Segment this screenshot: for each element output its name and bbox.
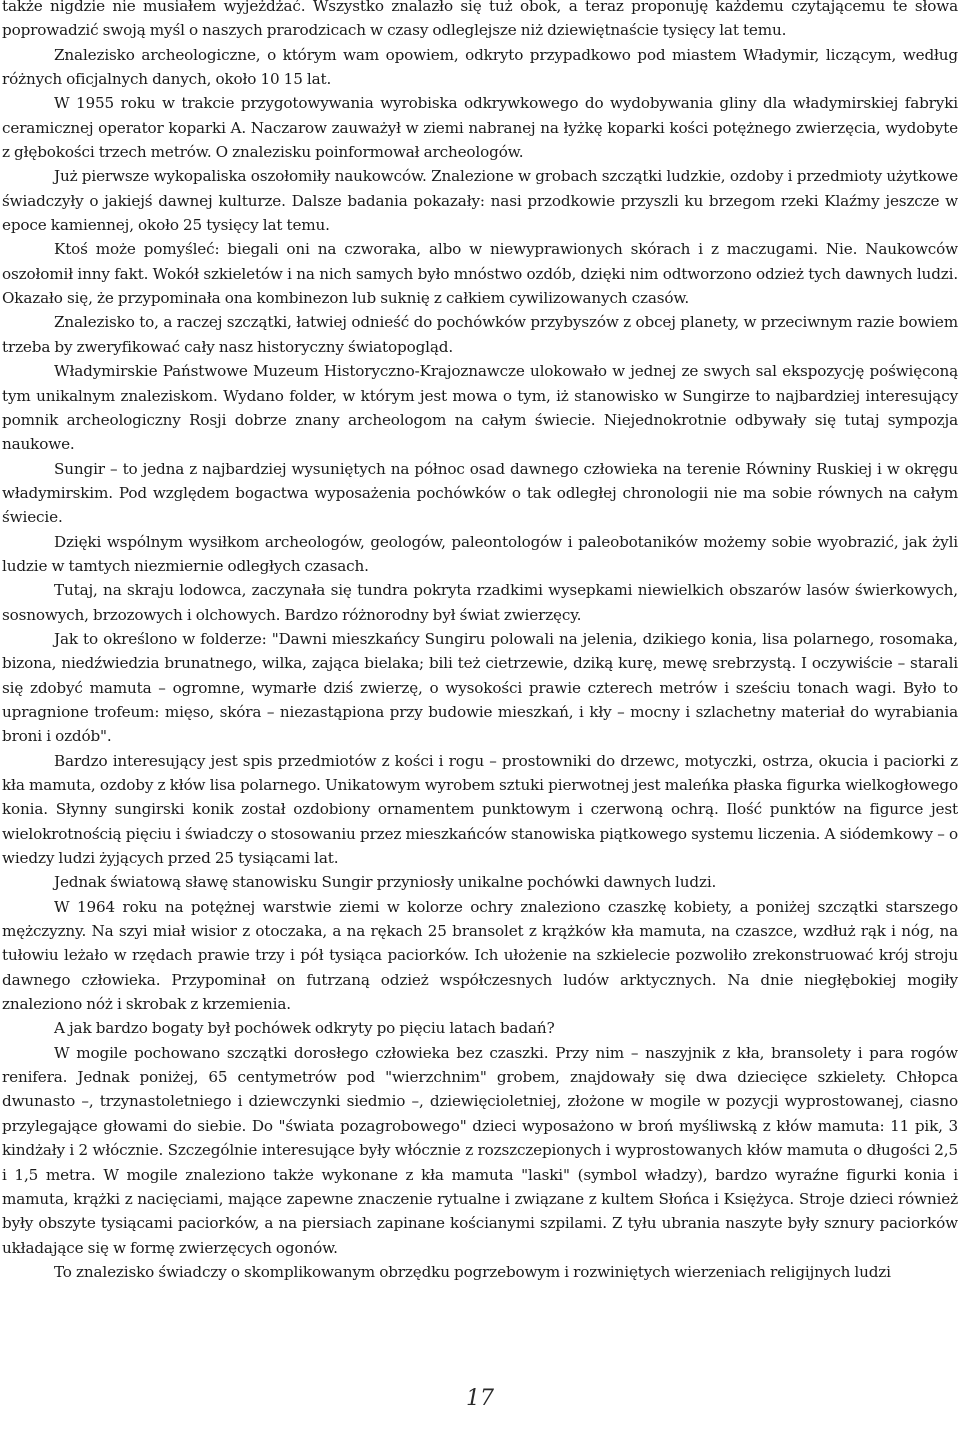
- paragraph: Bardzo interesujący jest spis przedmiotów z kości i rogu – prostowniki do drzewc, motyczki, ostrza, okucia i paciorki z kła mamuta, ozdoby z kłów lisa polarnego. Unikatowym wyrobem sztuki pierwotnej jest maleńka płaska figurka wielkogłowego konia. Słynny sungirski konik został ozdobiony ornamentem punktowym i czerwoną ochrą. Ilość punktów na figurce jest wielokrotnością pięciu i świadczy o stosowaniu przez mieszkańców stanowiska piątkowego systemu liczenia. A siódemkowy – o wiedzy ludzi żyjących przed 25 tysiącami lat.: [2, 751, 958, 868]
- paragraph: Tutaj, na skraju lodowca, zaczynała się tundra pokryta rzadkimi wysepkami niewielkich obszarów lasów świerkowych, sosnowych, brzozowych i olchowych. Bardzo różnorodny był świat zwierzęcy.: [2, 581, 958, 624]
- paragraph: A jak bardzo bogaty był pochówek odkryty po pięciu latach badań?: [54, 1019, 555, 1038]
- paragraph: To znalezisko świadczy o skomplikowanym obrzędku pogrzebowym i rozwiniętych wierzeniach religijnych ludzi: [54, 1262, 891, 1281]
- paragraph-continuation: także nigdzie nie musiałem wyjeżdżać. Wszystko znalazło się tuż obok, a teraz proponuję każdemu czytającemu te słowa poprowadzić swoją myśl o naszych prarodzicach w czasy odleglejsze niż dziewiętnaście tysięcy lat temu.: [2, 0, 958, 40]
- article-body: [2, 0, 958, 1284]
- paragraph: Sungir – to jedna z najbardziej wysuniętych na północ osad dawnego człowieka na terenie Równiny Ruskiej i w okręgu władymirskim. Pod względem bogactwa wyposażenia pochówków o tak odległej chronologii nie ma sobie równych na całym świecie.: [2, 459, 958, 527]
- paragraph: Dzięki wspólnym wysiłkom archeologów, geologów, paleontologów i paleobotaników możemy sobie wyobrazić, jak żyli ludzie w tamtych niezmiernie odległych czasach.: [2, 532, 958, 575]
- paragraph: Jak to określono w folderze: "Dawni mieszkańcy Sungiru polowali na jelenia, dzikiego konia, lisa polarnego, rosomaka, bizona, niedźwiedzia brunatnego, wilka, zająca bielaka; bili też cietrzewie, dziką kurę, mewę srebrzystą. I oczywiście – starali się zdobyć mamuta – ogromne, wymarłe dziś zwierzę, o wysokości prawie czterech metrów i sześciu tonach wagi. Było to upragnione trofeum: mięso, skóra – niezastąpiona przy budowie mieszkań, i kły – mocny i szlachetny materiał do wyrabiania broni i ozdób".: [2, 629, 958, 746]
- paragraph: W 1964 roku na potężnej warstwie ziemi w kolorze ochry znaleziono czaszkę kobiety, a poniżej szczątki starszego mężczyzny. Na szyi miał wisior z otoczaka, a na rękach 25 bransolet z krążków kła mamuta, na czaszce, wzdłuż rąk i nóg, na tułowiu leżało w rzędach prawie trzy i pół tysiąca paciorków. Ich ułożenie na szkielecie pozwoliło zrekonstruować krój stroju dawnego człowieka. Przypominał on futrzaną odzież współczesnych ludów arktycznych. Na dnie niegłębokiej mogiły znaleziono nóż i skrobak z krzemienia.: [2, 897, 958, 1014]
- page-number: 17: [466, 1386, 494, 1411]
- paragraph: Jednak światową sławę stanowisku Sungir przyniosły unikalne pochówki dawnych ludzi.: [54, 873, 717, 892]
- paragraph: Znalezisko archeologiczne, o którym wam opowiem, odkryto przypadkowo pod miastem Władymir, liczącym, według różnych oficjalnych danych, około 10 15 lat.: [2, 45, 958, 89]
- paragraph: W mogile pochowano szczątki dorosłego człowieka bez czaszki. Przy nim – naszyjnik z kła, bransolety i para rogów renifera. Jednak poniżej, 65 centymetrów pod "wierzchnim" grobem, znajdowały się dwa dziecięce szkielety. Chłopca dwunasto –, trzynastoletniego i dziewczynki siedmio –, dziewięcioletniej, złożone w mogile w pozycji wyprostowanej, ciasno przylegające głowami do siebie. Do "świata pozagrobowego" dzieci wyposażono w broń myśliwską z kłów mamuta: 11 pik, 3 kindżały i 2 włócznie. Szczególnie interesujące były włócznie z rozszczepionych i wyprostowanych kłów mamuta o długości 2,5 i 1,5 metra. W mogile znaleziono także wykonane z kła mamuta "laski" (symbol władzy), bardzo wyraźne figurki konia i mamuta, krążki z nacięciami, mające zapewne znaczenie rytualne i związane z kultem Słońca i Księżyca. Stroje dzieci również były obszyte tysiącami paciorków, a na piersiach zapinane kościanymi szpilami. Z tyłu ubrania naszyte były sznury paciorków układające się w formę zwierzęcych ogonów.: [2, 1043, 958, 1257]
- paragraph: Władymirskie Państwowe Muzeum Historyczno-Krajoznawcze ulokowało w jednej ze swych sal ekspozycję poświęconą tym unikalnym znaleziskom. Wydano folder, w którym jest mowa o tym, iż stanowisko w Sungirze to najbardziej interesujący pomnik archeologiczny Rosji dobrze znany archeologom na całym świecie. Niejednokrotnie odbywały się tutaj sympozja naukowe.: [2, 362, 958, 454]
- paragraph: Ktoś może pomyśleć: biegali oni na czworaka, albo w niewyprawionych skórach i z maczugami. Nie. Naukowców oszołomił inny fakt. Wokół szkieletów i na nich samych było mnóstwo ozdób, dzięki nim odtworzono odzież tych dawnych ludzi. Okazało się, że przypominała ona kombinezon lub suknię z całkiem cywilizowanych czasów.: [2, 240, 958, 308]
- paragraph: Już pierwsze wykopaliska oszołomiły naukowców. Znalezione w grobach szczątki ludzkie, ozdoby i przedmioty użytkowe świadczyły o jakiejś dawnej kulturze. Dalsze badania pokazały: nasi przodkowie przyszli ku brzegom rzeki Klaźmy jeszcze w epoce kamiennej, około 25 tysięcy lat temu.: [2, 167, 958, 235]
- paragraph: W 1955 roku w trakcie przygotowywania wyrobiska odkrywkowego do wydobywania gliny dla władymirskiej fabryki ceramicznej operator koparki A. Naczarow zauważył w ziemi nabranej na łyżkę koparki kości potężnego zwierzęcia, wydobyte z głębokości trzech metrów. O znalezisku poinformował archeologów.: [2, 94, 958, 162]
- paragraph: Znalezisko to, a raczej szczątki, łatwiej odnieść do pochówków przybyszów z obcej planety, w przeciwnym razie bowiem trzeba by zweryfikować cały nasz historyczny światopogląd.: [2, 313, 958, 356]
